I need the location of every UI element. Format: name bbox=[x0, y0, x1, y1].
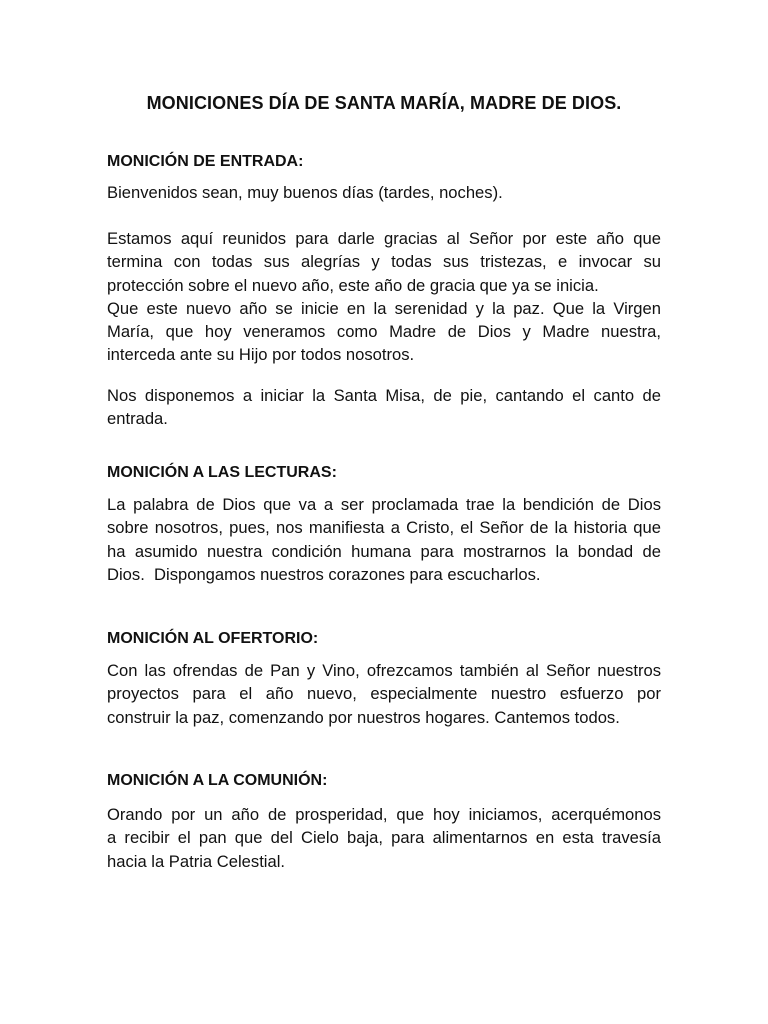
text-line: María, que hoy veneramos como Madre de Dios y Madre nuestra, bbox=[107, 322, 661, 342]
text-line: Orando por un año de prosperidad, que hoy iniciamos, acerquémonos bbox=[107, 805, 661, 824]
text-line: protección sobre el nuevo año, este año de gracia que ya se inicia. bbox=[107, 275, 599, 295]
text-line: Bienvenidos sean, muy buenos días (tardes, noches). bbox=[107, 183, 503, 202]
section-heading-lecturas: MONICIÓN A LAS LECTURAS: bbox=[107, 464, 337, 481]
text-line: proyectos para el año nuevo, especialmente nuestro esfuerzo por bbox=[107, 684, 661, 704]
paragraph-lecturas bbox=[107, 493, 661, 586]
text-line: Dios. Dispongamos nuestros corazones para escucharlos. bbox=[107, 564, 541, 584]
text-line: La palabra de Dios que va a ser proclamada trae la bendición de Dios bbox=[107, 495, 661, 514]
section-heading-ofertorio: MONICIÓN AL OFERTORIO: bbox=[107, 630, 319, 647]
text-line: Que este nuevo año se inicie en la serenidad y la paz. Que la Virgen bbox=[107, 298, 661, 318]
section-heading-comunion: MONICIÓN A LA COMUNIÓN: bbox=[107, 772, 328, 789]
paragraph-comunion bbox=[107, 803, 661, 873]
text-line: hacia la Patria Celestial. bbox=[107, 851, 286, 871]
text-line: construir la paz, comenzando por nuestros hogares. Cantemos todos. bbox=[107, 707, 620, 727]
section-heading-entrada: MONICIÓN DE ENTRADA: bbox=[107, 153, 304, 170]
paragraph-entrada-invitation bbox=[107, 384, 661, 431]
document-title: MONICIONES DÍA DE SANTA MARÍA, MADRE DE DIOS. bbox=[146, 93, 622, 113]
text-line: ha asumido nuestra condición humana para mostrarnos la bondad de bbox=[107, 541, 661, 561]
text-line: sobre nosotros, pues, nos manifiesta a Cristo, el Señor de la historia que bbox=[107, 518, 661, 538]
text-line: Nos disponemos a iniciar la Santa Misa, de pie, cantando el canto de bbox=[107, 386, 661, 405]
text-line: interceda ante su Hijo por todos nosotros. bbox=[107, 345, 415, 365]
text-line: Estamos aquí reunidos para darle gracias al Señor por este año que bbox=[107, 229, 661, 248]
text-line: entrada. bbox=[107, 409, 168, 429]
paragraph-ofertorio bbox=[107, 659, 661, 729]
paragraph-entrada-greeting bbox=[107, 181, 661, 204]
text-line: Con las ofrendas de Pan y Vino, ofrezcamos también al Señor nuestros bbox=[107, 661, 661, 680]
paragraph-entrada-body bbox=[107, 227, 661, 367]
text-line: termina con todas sus alegrías y todas sus tristezas, e invocar su bbox=[107, 252, 661, 272]
text-line: a recibir el pan que del Cielo baja, para alimentarnos en esta travesía bbox=[107, 828, 661, 848]
